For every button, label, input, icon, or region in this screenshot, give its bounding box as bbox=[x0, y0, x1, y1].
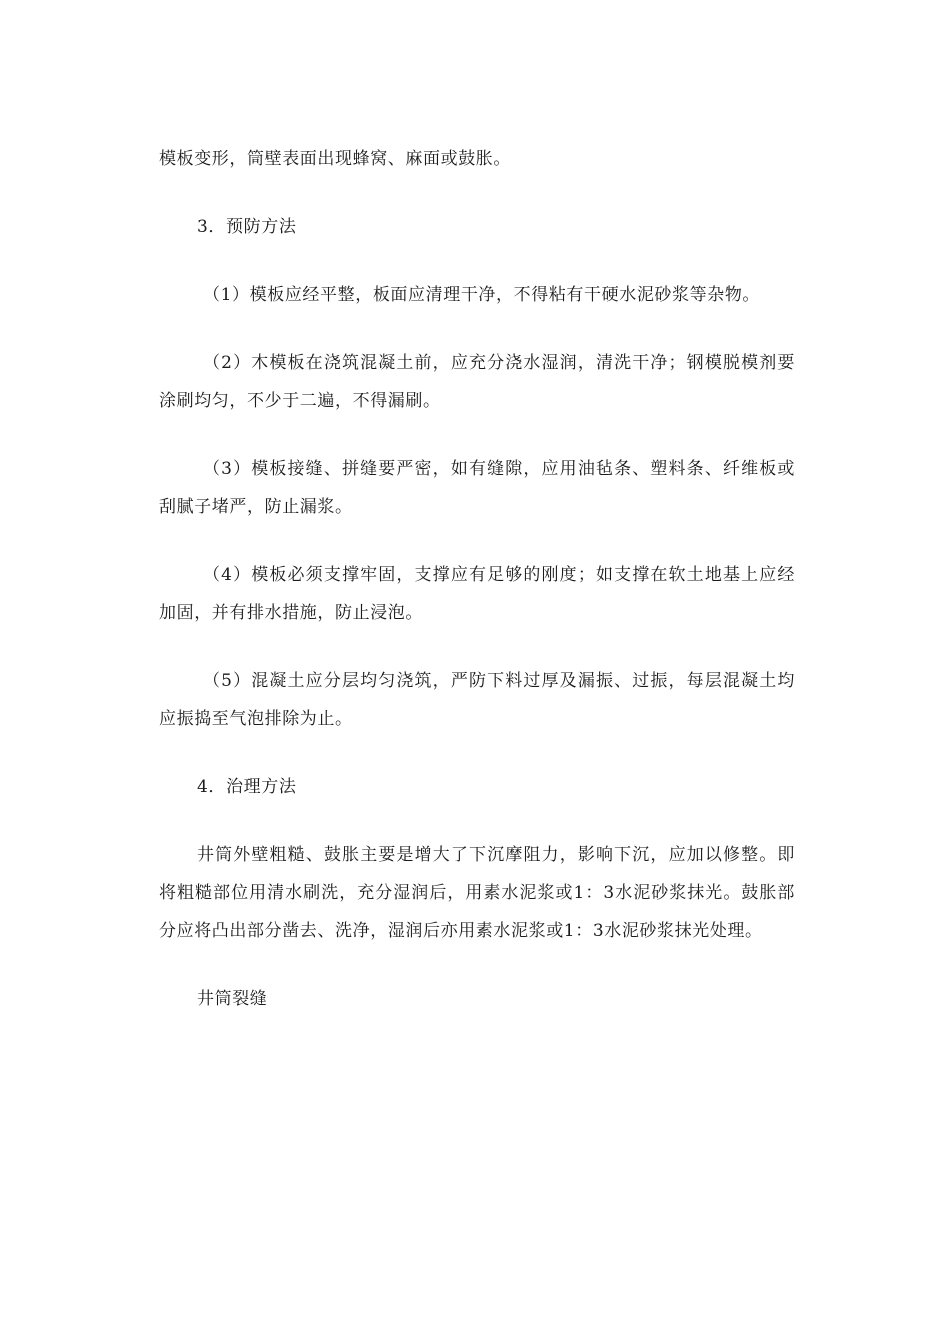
prevention-item-4: （4）模板必须支撑牢固，支撑应有足够的刚度；如支撑在软土地基上应经加固，并有排水措施，防止浸泡。 bbox=[159, 565, 795, 623]
section-heading-treatment: 4．治理方法 bbox=[197, 777, 297, 797]
paragraph-continuation: 模板变形，筒壁表面出现蜂窝、麻面或鼓胀。 bbox=[159, 149, 511, 169]
prevention-item-2: （2）木模板在浇筑混凝土前，应充分浇水湿润，清洗干净；钢模脱模剂要涂刷均匀，不少于二遍，不得漏刷。 bbox=[159, 353, 795, 411]
prevention-item-5: （5）混凝土应分层均匀浇筑，严防下料过厚及漏振、过振，每层混凝土均应振捣至气泡排除为止。 bbox=[159, 671, 795, 729]
prevention-item-1: （1）模板应经平整，板面应清理干净，不得粘有干硬水泥砂浆等杂物。 bbox=[203, 285, 761, 305]
treatment-paragraph: 井筒外壁粗糙、鼓胀主要是增大了下沉摩阻力，影响下沉，应加以修整。即将粗糙部位用清水刷洗，充分湿润后，用素水泥浆或1：3水泥砂浆抹光。鼓胀部分应将凸出部分凿去、洗净，湿润后亦用素水泥浆或1：3水泥砂浆抹光处理。 bbox=[159, 845, 795, 941]
section-heading-shaft-cracks: 井筒裂缝 bbox=[197, 989, 268, 1009]
document-body bbox=[159, 140, 795, 1018]
prevention-item-3: （3）模板接缝、拼缝要严密，如有缝隙，应用油毡条、塑料条、纤维板或刮腻子堵严，防止漏浆。 bbox=[159, 459, 795, 517]
section-heading-prevention: 3．预防方法 bbox=[197, 217, 297, 237]
